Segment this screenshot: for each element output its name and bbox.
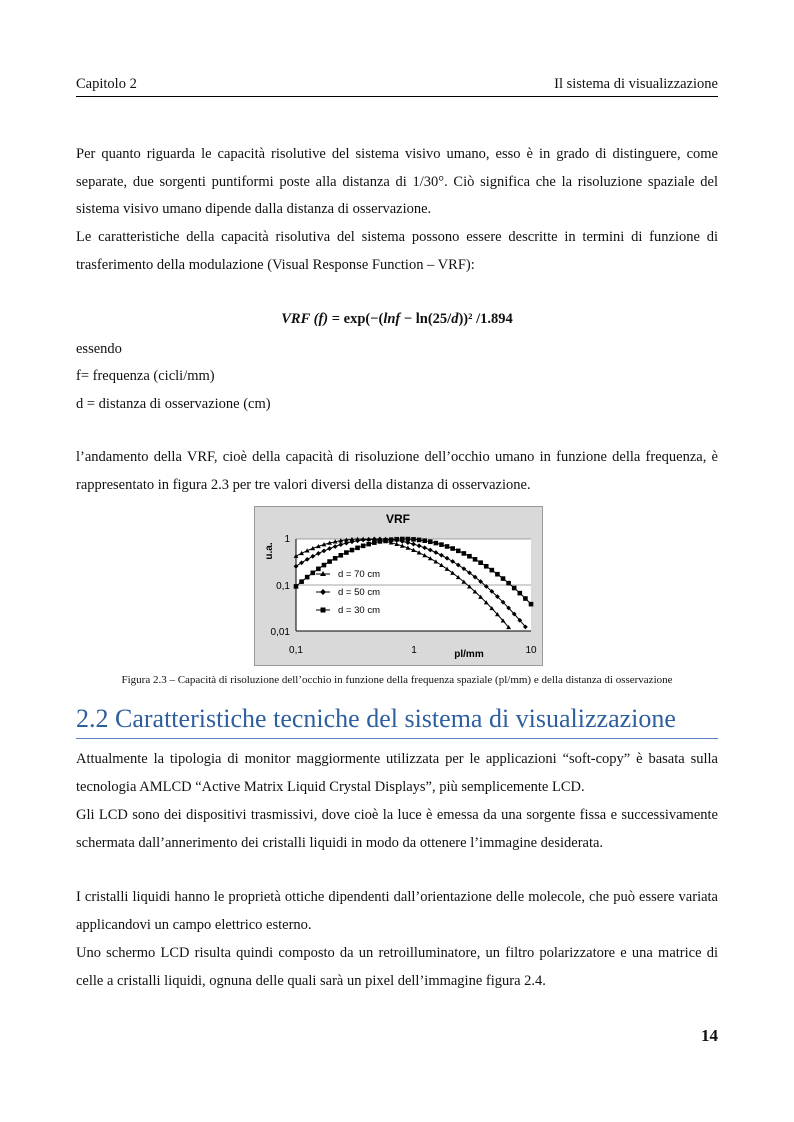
formula-eq: = exp(−( [328, 311, 384, 327]
data-point-d30 [322, 563, 327, 568]
data-point-d30 [333, 556, 338, 561]
vrf-chart [254, 506, 543, 666]
formula-lnf: lnf [383, 311, 401, 327]
data-point-d30 [310, 571, 315, 576]
section-heading: 2.2 Caratteristiche tecniche del sistema di visualizzazione [76, 702, 718, 739]
data-point-d30 [445, 544, 450, 549]
data-point-d30 [495, 572, 500, 577]
paragraph-amlcd: Attualmente la tipologia di monitor maggiormente utilizzata per le applicazioni “soft-copy” è basata sulla tecnologia AMLCD “Active Matrix Liquid Crystal Displays”, più semplicemente LCD. [76, 751, 718, 795]
paragraph-liquid-crystals: I cristalli liquidi hanno le proprietà ottiche dipendenti dall’orientazione delle molecole, che può essere variata applicandovi un campo elettrico esterno. [76, 889, 718, 933]
formula-d: d [451, 311, 459, 327]
data-point-d30 [299, 579, 304, 584]
data-point-d30 [478, 560, 483, 565]
data-point-d30 [355, 546, 360, 551]
x-tick-label-0-1: 0,1 [289, 645, 303, 656]
data-point-d30 [512, 586, 517, 591]
paragraph-lcd-composition: Uno schermo LCD risulta quindi composto da un retroilluminatore, un filtro polarizzatore e una matrice di celle a cristalli liquidi, ognuna delle quali sarà un pixel dell’immagine figura 2.4. [76, 945, 718, 989]
data-point-d30 [361, 544, 366, 549]
definition-d: d = distanza di osservazione (cm) [76, 396, 271, 412]
data-point-d30 [434, 541, 439, 546]
chart-y-label: u.a. [264, 542, 275, 560]
data-point-d30 [462, 551, 467, 556]
definition-f: f= frequenza (cicli/mm) [76, 368, 215, 384]
formula-mid: − ln(25/ [400, 311, 452, 327]
data-point-d30 [529, 602, 534, 607]
data-point-d30 [490, 568, 495, 573]
vrf-formula [0, 311, 794, 328]
y-tick-label-0-01: 0,01 [270, 627, 290, 638]
data-point-d30 [400, 537, 405, 542]
paragraph-vrf-intro: Le caratteristiche della capacità risolutiva del sistema possono essere descritte in termini di funzione di trasferimento della modulazione (Visual Response Function – VRF): [76, 229, 718, 273]
legend-label-30: d = 30 cm [338, 605, 380, 616]
data-point-d30 [411, 537, 416, 542]
figure-caption: Figura 2.3 – Capacità di risoluzione dell’occhio in funzione della frequenza spaziale (pl/mm) e della distanza di osservazione [121, 674, 673, 686]
data-point-d30 [383, 538, 388, 543]
paragraph-vrf-trend: l’andamento della VRF, cioè della capacità di risoluzione dell’occhio umano in funzione della frequenza, è rappresentato in figura 2.3 per tre valori diversi della distanza di osservazione. [76, 449, 718, 493]
formula-lhs: VRF (f) [281, 311, 329, 327]
x-tick-label-1: 1 [411, 645, 417, 656]
data-point-d30 [422, 538, 427, 543]
legend-label-50: d = 50 cm [338, 587, 380, 598]
y-tick-label-0-1: 0,1 [276, 581, 290, 592]
data-point-d30 [456, 549, 461, 554]
page-number: 14 [701, 1026, 718, 1045]
data-point-d30 [473, 557, 478, 562]
data-point-d30 [294, 584, 299, 589]
paragraph-lcd-transmissive: Gli LCD sono dei dispositivi trasmissivi, dove cioè la luce è emessa da una sorgente fissa e successivamente schermata dall’annerimento dei cristalli liquidi in modo da ottenere l’immagine desiderata. [76, 807, 718, 851]
data-point-d30 [467, 554, 472, 559]
data-point-d30 [305, 575, 310, 580]
data-point-d30 [428, 539, 433, 544]
header-divider [76, 96, 718, 97]
data-point-d30 [417, 538, 422, 543]
data-point-d30 [501, 576, 506, 581]
data-point-d30 [484, 564, 489, 569]
data-point-d30 [344, 550, 349, 555]
formula-end: ))² /1.894 [458, 311, 513, 327]
data-point-d30 [378, 539, 383, 544]
data-point-d30 [506, 581, 511, 586]
legend-label-70: d = 70 cm [338, 569, 380, 580]
paragraph-resolution: Per quanto riguarda le capacità risolutive del sistema visivo umano, esso è in grado di distinguere, come separate, due sorgenti puntiformi poste alla distanza di 1/30°. Ciò significa che la risoluzione spaziale del sistema visivo umano dipende dalla distanza di osservazione. [76, 146, 718, 217]
data-point-d30 [372, 540, 377, 545]
y-tick-label-1: 1 [284, 534, 290, 545]
data-point-d30 [518, 591, 523, 596]
chart-title: VRF [386, 512, 410, 526]
legend-square-icon [321, 608, 326, 613]
header-chapter: Capitolo 2 [76, 76, 137, 92]
data-point-d30 [366, 542, 371, 547]
data-point-d30 [450, 546, 455, 551]
data-point-d30 [439, 542, 444, 547]
data-point-d30 [523, 596, 528, 601]
data-point-d30 [316, 567, 321, 572]
data-point-d30 [327, 559, 332, 564]
header-title: Il sistema di visualizzazione [554, 76, 718, 92]
data-point-d30 [338, 553, 343, 558]
data-point-d30 [406, 537, 411, 542]
x-tick-label-10: 10 [525, 645, 537, 656]
essendo-text: essendo [76, 341, 122, 357]
data-point-d30 [350, 548, 355, 553]
data-point-d30 [389, 537, 394, 542]
data-point-d30 [394, 537, 399, 542]
chart-x-label: pl/mm [454, 649, 484, 660]
